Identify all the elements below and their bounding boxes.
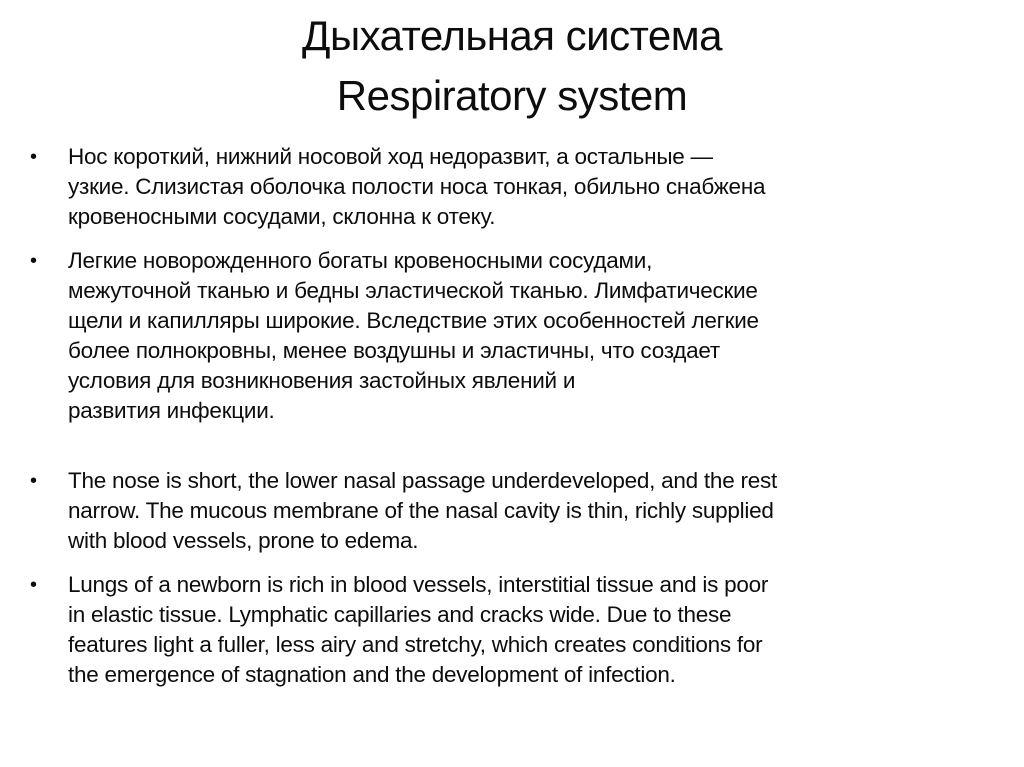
bullet-line: щели и капилляры широкие. Вследствие этих особенностей легкие	[68, 308, 759, 333]
bullet-line: кровеносными сосудами, склонна к отеку.	[68, 204, 496, 229]
bullet-dot-icon: •	[30, 470, 38, 492]
bullet-line: условия для возникновения застойных явлений и	[68, 368, 576, 393]
bullet-line: узкие. Слизистая оболочка полости носа тонкая, обильно снабжена	[68, 174, 766, 199]
bullet-lungs-ru	[30, 246, 759, 426]
bullet-line: with blood vessels, prone to edema.	[68, 528, 419, 553]
bullet-line: narrow. The mucous membrane of the nasal cavity is thin, richly supplied	[68, 498, 774, 523]
bullet-dot-icon: •	[30, 574, 38, 596]
bullet-lungs-en	[30, 570, 768, 690]
bullet-line: Lungs of a newborn is rich in blood vessels, interstitial tissue and is poor	[68, 572, 769, 597]
bullet-line: Нос короткий, нижний носовой ход недоразвит, а остальные —	[68, 144, 713, 169]
bullet-line: межуточной тканью и бедны эластической тканью. Лимфатические	[68, 278, 758, 303]
slide-title	[0, 6, 1024, 126]
bullet-line: in elastic tissue. Lymphatic capillaries and cracks wide. Due to these	[68, 602, 732, 627]
bullet-line: the emergence of stagnation and the development of infection.	[68, 662, 676, 687]
bullet-line: Легкие новорожденного богаты кровеносными сосудами,	[68, 248, 653, 273]
bullet-dot-icon: •	[30, 250, 38, 272]
bullet-nose-en	[30, 466, 777, 556]
bullet-line: The nose is short, the lower nasal passage underdeveloped, and the rest	[68, 468, 777, 493]
bullet-dot-icon: •	[30, 146, 38, 168]
bullet-line: более полнокровны, менее воздушны и эластичны, что создает	[68, 338, 720, 363]
slide-title-russian: Дыхательная система	[302, 12, 722, 59]
bullet-line: features light a fuller, less airy and stretchy, which creates conditions for	[68, 632, 763, 657]
bullet-nose-ru	[30, 142, 765, 232]
slide-title-english: Respiratory system	[336, 72, 688, 119]
bullet-line: развития инфекции.	[68, 398, 275, 423]
